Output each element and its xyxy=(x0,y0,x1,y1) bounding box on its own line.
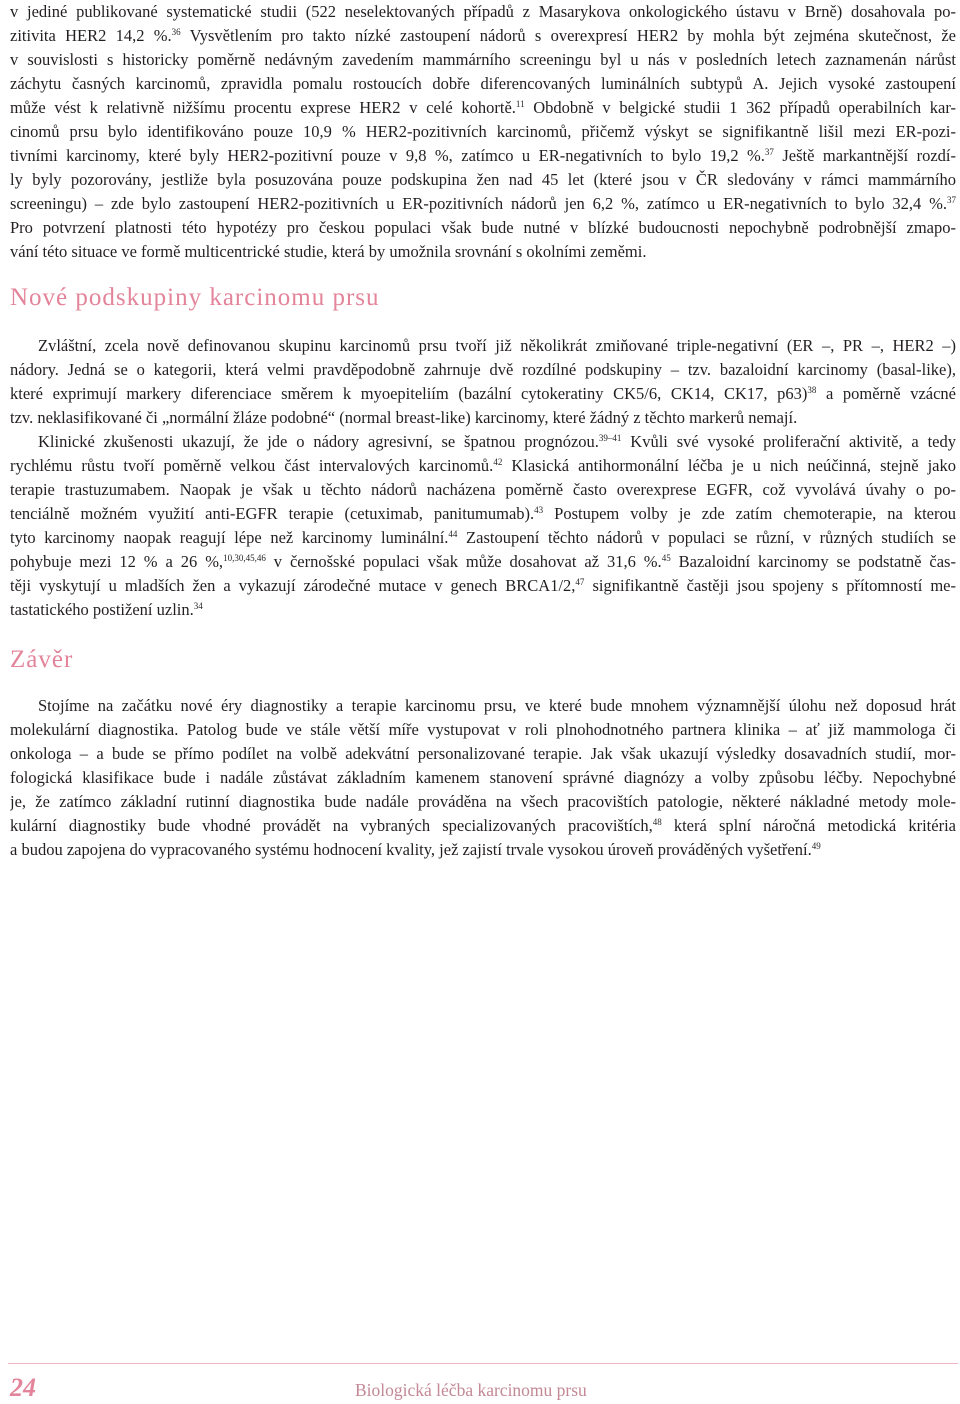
text-line xyxy=(10,358,956,382)
citation-reference: 47 xyxy=(575,577,585,587)
citation-reference: 43 xyxy=(534,505,544,515)
article-continuation xyxy=(10,0,956,264)
text-run: tzv. neklasifikované či „normální žláze podobné“ (normal breast-like) karcinomy, které žádný z těchto markerů nemají. xyxy=(10,408,798,427)
text-run: a poměrně vzácné xyxy=(816,384,956,403)
text-run: je, že zatímco základní rutinní diagnostika bude nadále prováděna na všech pracovištích patologie, některé nákladné metody mole- xyxy=(10,792,956,811)
text-line xyxy=(10,814,956,838)
text-line xyxy=(10,48,956,72)
text-run: tenciálně možném využití anti-EGFR terapie (cetuximab, panitumumab). xyxy=(10,504,535,523)
text-run: Vysvětlením pro takto nízké zastoupení nádorů s overexpresí HER2 by mohla být zejména skutečnost, že xyxy=(180,26,956,45)
text-line xyxy=(10,24,956,48)
text-run: těji vyskytují u mladších žen a vykazují zárodečné mutace v genech BRCA1/2, xyxy=(10,576,576,595)
text-line xyxy=(10,550,956,574)
paragraph xyxy=(10,430,956,622)
text-run: pohybuje mezi 12 % a 26 %, xyxy=(10,552,224,571)
text-run: onkologa – a bude se přímo podílet na volbě adekvátní personalizované terapie. Jak však ukazují výsledky dosavadních studií, mor- xyxy=(10,744,956,763)
citation-reference: 39–41 xyxy=(598,433,622,443)
citation-reference: 34 xyxy=(193,601,203,611)
text-line xyxy=(10,478,956,502)
text-run: terapie trastuzumabem. Naopak je však u těchto nádorů nacházena poměrně často overexprese EGFR, což vyvolává úvahy o po- xyxy=(10,480,956,499)
text-line xyxy=(10,72,956,96)
text-line xyxy=(10,382,956,406)
text-run: screeningu) – zde bylo zastoupení HER2-pozitivních u ER-pozitivních nádorů jen 6,2 %, zatímco u ER-negativních to bylo 32,4 %. xyxy=(10,194,947,213)
text-run: které exprimují markery diferenciace směrem k myoepiteliím (bazální cytokeratiny CK5/6, CK14, CK17, p63) xyxy=(10,384,808,403)
text-line xyxy=(10,334,956,358)
text-run: Stojíme na začátku nové éry diagnostiky a terapie karcinomu prsu, ve které bude mnohem významnější úlohu než doposud hrát xyxy=(38,696,956,715)
text-line xyxy=(10,598,956,622)
text-run: v souvislosti s historicky poměrně nedávným zavedením mammárního screeningu byl u nás v posledních letech zaznamenán nárůst xyxy=(10,50,956,69)
text-line xyxy=(10,766,956,790)
text-line xyxy=(10,694,956,718)
text-run: molekulární diagnostika. Patolog bude ve stále větší míře vystupovat v roli plnohodnotného partnera klinika – ať již mammologa či xyxy=(10,720,956,739)
text-line xyxy=(10,718,956,742)
text-run: a budou zapojena do vypracovaného systému hodnocení kvality, jež zajistí trvale vysokou úroveň prováděných vyšetření. xyxy=(10,840,812,859)
text-line xyxy=(10,216,956,240)
text-line xyxy=(10,574,956,598)
text-run: kulární diagnostiky bude vhodné provádět na vybraných specializovaných pracovištích, xyxy=(10,816,653,835)
citation-reference: 37 xyxy=(947,195,956,205)
footer-title: Biologická léčba karcinomu prsu xyxy=(355,1380,587,1400)
text-run: fologická klasifikace bude i nadále zůstávat základním kamenem stanovení správné diagnózy a volby způsobu léčby. Nepochybné xyxy=(10,768,956,787)
text-run: cinomů prsu bylo identifikováno pouze 10,9 % HER2-pozitivních karcinomů, přičemž výskyt se signifikantně lišil mezi ER-pozi- xyxy=(10,122,956,141)
text-line xyxy=(10,790,956,814)
text-line xyxy=(10,406,956,430)
article-body xyxy=(10,0,956,862)
paragraph xyxy=(10,694,956,862)
text-run: Pro potvrzení platnosti této hypotézy pro českou populaci však bude nutné v blízké budoucnosti nepochybně podrobnější zmapo- xyxy=(10,218,956,237)
text-run: Bazaloidní karcinomy se podstatně čas- xyxy=(670,552,956,571)
text-run: tyto karcinomy naopak reagují lépe než karcinomy luminální. xyxy=(10,528,449,547)
text-run: tivními karcinomy, které byly HER2-pozitivní pouze v 9,8 %, zatímco u ER-negativních to bylo 19,2 %. xyxy=(10,146,765,165)
citation-reference: 44 xyxy=(448,529,458,539)
text-line xyxy=(10,192,956,216)
text-run: signifikantně častěji jsou spojeny s přítomností me- xyxy=(584,576,956,595)
text-run: Klasická antihormonální léčba je u nich neúčinná, stejně jako xyxy=(502,456,956,475)
text-line xyxy=(10,526,956,550)
paragraph xyxy=(10,334,956,430)
text-line xyxy=(10,96,956,120)
text-line xyxy=(10,454,956,478)
text-line xyxy=(10,0,956,24)
text-run: Klinické zkušenosti ukazují, že jde o nádory agresivní, se špatnou prognózou. xyxy=(38,432,599,451)
text-run: Ještě markantnější rozdí- xyxy=(773,146,956,165)
text-run: Zvláštní, zcela nově definovanou skupinu karcinomů prsu tvoří již několikrát zmiňované triple-negativní (ER –, PR –, HER2 –) xyxy=(38,336,956,355)
text-line xyxy=(10,430,956,454)
text-run: nádory. Jedná se o kategorii, která velmi pravděpodobně zahrnuje dvě rozdílné podskupiny – tzv. bazaloidní karcinomy (basal-like), xyxy=(10,360,956,379)
footer-divider xyxy=(8,1363,958,1364)
text-line xyxy=(10,502,956,526)
citation-reference: 38 xyxy=(807,385,817,395)
citation-reference: 11 xyxy=(515,99,525,109)
text-line xyxy=(10,144,956,168)
text-run: vání této situace ve formě multicentrické studie, která by umožnila srovnání s okolními zeměmi. xyxy=(10,242,647,261)
text-run: Kvůli své vysoké proliferační aktivitě, a tedy xyxy=(621,432,956,451)
citation-reference: 36 xyxy=(171,27,181,37)
text-run: ly byly pozorovány, jestliže byla posuzována pouze podskupina žen nad 45 let (které jsou v ČR sledovány v rámci mammárního xyxy=(10,170,956,189)
text-run: může vést k relativně nižšímu procentu exprese HER2 v celé kohortě. xyxy=(10,98,516,117)
section-heading: Závěr xyxy=(10,646,74,673)
citation-reference: 48 xyxy=(652,817,662,827)
citation-reference: 42 xyxy=(493,457,503,467)
citation-reference: 10,30,45,46 xyxy=(223,553,266,563)
text-run: v černošské populaci však může dosahovat až 31,6 %. xyxy=(265,552,662,571)
text-run: v jediné publikované systematické studii (522 neselektovaných případů z Masarykova onkologického ústavu v Brně) dosahovala po- xyxy=(10,2,956,21)
text-line xyxy=(10,240,956,264)
text-line xyxy=(10,742,956,766)
text-line xyxy=(10,838,956,862)
citation-reference: 37 xyxy=(764,147,774,157)
section-heading: Nové podskupiny karcinomu prsu xyxy=(10,284,380,311)
article-section xyxy=(10,645,956,862)
page-number: 24 xyxy=(10,1373,36,1402)
text-line xyxy=(10,168,956,192)
text-run: Postupem volby je zde zatím chemoterapie, na kterou xyxy=(543,504,956,523)
text-run: která splní náročná metodická kritéria xyxy=(661,816,956,835)
text-run: Zastoupení těchto nádorů v populaci se různí, v různých studiích se xyxy=(457,528,956,547)
article-section xyxy=(10,283,956,622)
text-line xyxy=(10,120,956,144)
paragraph xyxy=(10,0,956,264)
citation-reference: 45 xyxy=(661,553,671,563)
text-run: rychlému růstu tvoří poměrně velkou část intervalových karcinomů. xyxy=(10,456,494,475)
text-run: zitivita HER2 14,2 %. xyxy=(10,26,172,45)
citation-reference: 49 xyxy=(811,841,821,851)
text-run: Obdobně v belgické studii 1 362 případů operabilních kar- xyxy=(524,98,956,117)
text-run: záchytu časných karcinomů, zpravidla pomalu rostoucích dobře diferencovaných luminálních subtypů A. Jejich vysoké zastoupení xyxy=(10,74,956,93)
text-run: tastatického postižení uzlin. xyxy=(10,600,194,619)
